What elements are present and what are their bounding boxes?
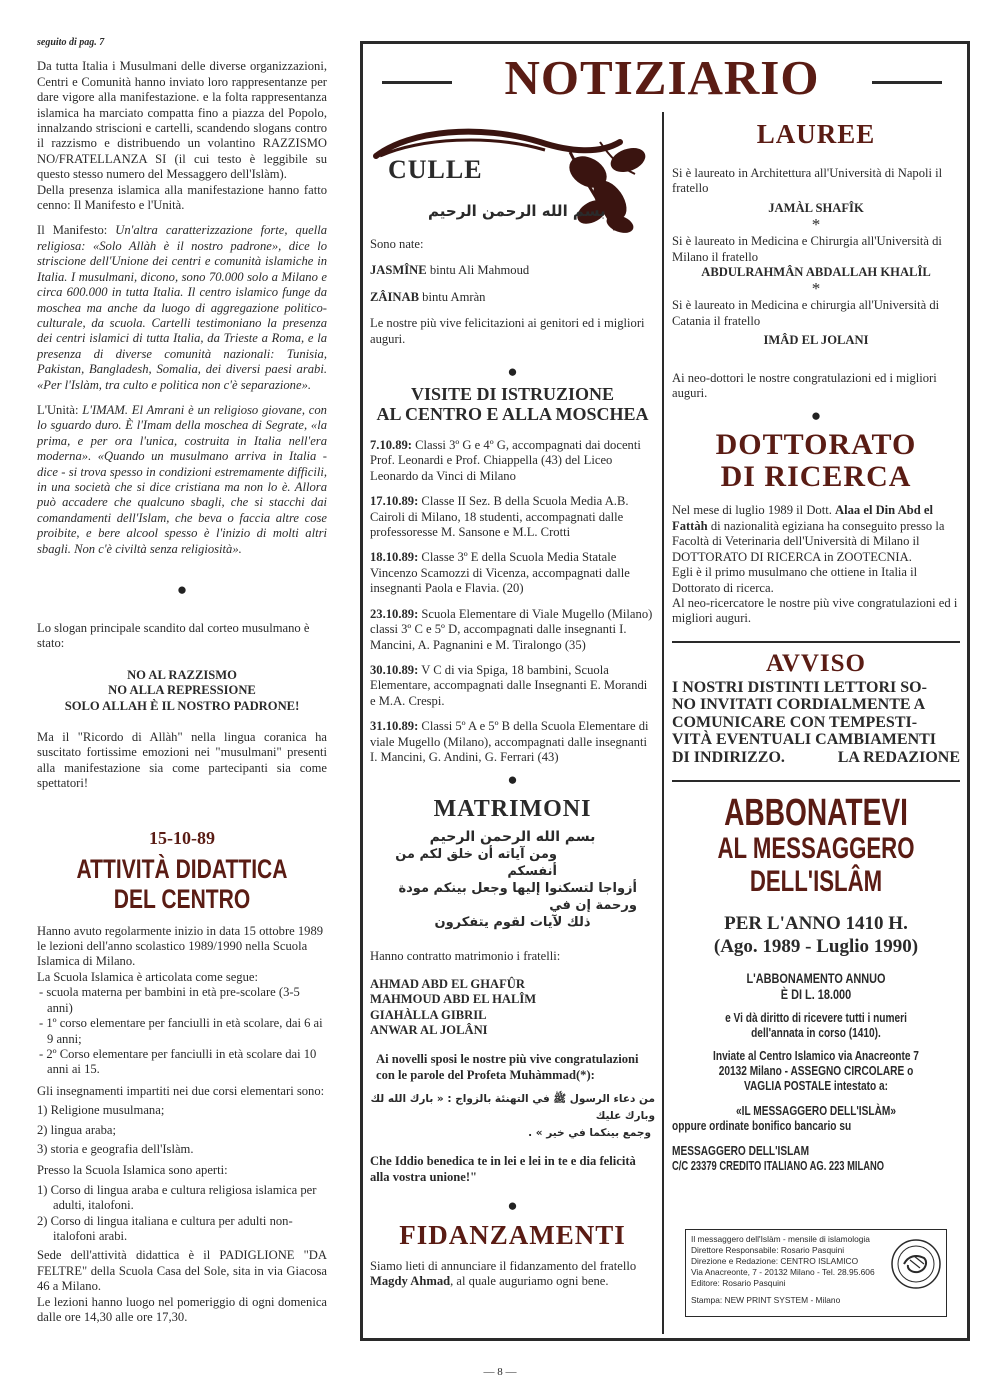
fidanzamenti-title: FIDANZAMENTI: [399, 1220, 626, 1250]
visita-text: Scuola Elementare di Viale Mugello (Milano) classi 3º C e 5º D, accompagnati dalle insegnanti I. Mancini, A. Pagnanini e M. Tiralongo (35): [370, 606, 653, 652]
birth-parent: bintu Ali Mahmoud: [426, 263, 530, 278]
invio-line: [672, 1063, 960, 1078]
culle-intro: Sono nate:: [370, 237, 424, 251]
conto-text: MESSAGGERO DELL'ISLAM: [672, 1143, 810, 1159]
aperti-intro: Presso la Scuola Islamica sono aperti:: [37, 1163, 228, 1178]
bullet-divider: ●: [810, 406, 822, 426]
press-note: Della presenza islamica alla manifestazione hanno fatto cenno: Il Manifesto e l'Unità.: [37, 182, 327, 213]
manifesto-text: Un'altra caratterizzazione forte, quella religiosa: «Solo Allàh è il nostro padrone», dice lo striscione dell'Unione dei centri e comunità islamiche in Italia. I musulmani, dicono, sono 70.000 solo a Milano e circa 600.000 in tutta Italia. Il centro islamico funge da moschea ma anche da luogo di aggregazione politico-culturale, da scuola. Cartelli testimoniano la presenza dei centri islamici di tutta Italia, da Trieste a Roma, e la presenza di diverse comunità nazionali: Tunisia, Pakistan, Bangladesh, Somalia, dei diversi paesi arabi. «Per l'Islàm, tra culto e politica non c'è separazione».: [37, 223, 327, 392]
corso-item: - scuola materna per bambini in età pre-scolare (3-5 anni): [39, 985, 300, 1015]
abbonatevi-line: AL MESSAGGERO: [717, 832, 915, 866]
laurea-name: JAMÀL SHAFÎK: [768, 200, 864, 215]
islamic-center-seal-icon: [890, 1238, 942, 1290]
visita-entry: [370, 494, 655, 540]
visita-text: V C di via Spiga, 18 bambini, Scuola Elementare, accompagnati dalle Insegnanti E. Morandi e M.A. Crespi.: [370, 662, 648, 708]
intestazione-text: «IL MESSAGGERO DELL'ISLÀM»: [736, 1103, 896, 1119]
matrimoni-intro: Hanno contratto matrimonio i fratelli:: [370, 949, 561, 964]
avviso-last-left: DI INDIRIZZO.: [672, 748, 785, 766]
laurea-text: Si è laureato in Medicina e chirurgia all'Università di Catania il fratello: [672, 298, 940, 328]
left-column: [37, 35, 327, 1325]
hadith-arabic: وجمع بينكما في خير » .: [528, 1127, 651, 1140]
dottorato-text: [672, 503, 960, 565]
fidanzamenti-text-b: , al quale auguriamo ogni bene.: [450, 1274, 609, 1289]
attivita-title: [37, 854, 327, 914]
fidanzamenti-text-a: Siamo lieti di annunciare il fidanzamento del fratello: [370, 1259, 637, 1273]
avviso-line: COMUNICARE CON TEMPESTI-: [672, 713, 918, 731]
orario-paragraph: Le lezioni hanno luogo nel pomeriggio di ogni domenica dalle ore 14,30 alle ore 17,30.: [37, 1294, 327, 1324]
attivita-intro: Hanno avuto regolarmente inizio in data 15 ottobre 1989 le lezioni dell'anno scolastico 1989/1990 nella Scuola Islamica di Milano.: [37, 923, 324, 969]
culle-title: CULLE: [388, 155, 483, 184]
notiziario-masthead: [362, 48, 962, 108]
separator-star: *: [811, 279, 821, 299]
dottorato-text-b: di nazionalità egiziana ha conseguito presso la Facoltà di Veterinaria dell'Università di Milano il DOTTORATO DI RICERCA in ZOOTECNIA.: [672, 518, 945, 564]
hadith-arabic: من دعاء الرسول ﷺ في التهنئة بالزواج : « بارك الله لك وبارك عليك: [370, 1093, 655, 1123]
dottorato-title: DOTTORATO: [715, 428, 917, 462]
insegnamento-item: 1) Religione musulmana;: [37, 1103, 165, 1118]
continued-from: seguito di pag. 7: [37, 37, 105, 48]
visite-title: VISITE DI ISTRUZIONE: [410, 384, 615, 405]
masthead-rule-left: [382, 81, 452, 84]
invio-text: 20132 Milano - ASSEGNO CIRCOLARE o: [718, 1063, 914, 1079]
visita-text: Classe II Sez. B della Scuola Media A.B. Cairoli di Milano, 18 studenti, accompagnati dalle professoresse M. Sansone e M.L. Crotti: [370, 494, 629, 540]
colophon-line: Direzione e Redazione: CENTRO ISLAMICO: [691, 1256, 859, 1266]
slogan-line: NO AL RAZZISMO: [127, 667, 237, 682]
visita-text: Classe 3º E della Scuola Media Statale Vincenzo Scamozzi di Vicenza, accompagnati dalle insegnanti Paola e Flavia. (20): [370, 550, 630, 596]
visita-date: 7.10.89:: [370, 438, 412, 453]
visita-date: 30.10.89:: [370, 662, 419, 677]
anno-line: PER L'ANNO 1410 H.: [724, 913, 908, 935]
diritto-text: e Vi dà diritto di ricevere tutti i numeri: [725, 1010, 907, 1026]
avviso-line: VITÀ EVENTUALI CAMBIAMENTI: [672, 731, 937, 749]
slogan-line: NO ALLA REPRESSIONE: [108, 683, 256, 698]
visita-entry: [370, 550, 655, 596]
invio-line: [672, 1078, 960, 1093]
quota-line: [672, 970, 960, 986]
attivita-title-line: DEL CENTRO: [113, 883, 251, 914]
fidanzamenti-name: Magdy Ahmad: [370, 1274, 451, 1289]
invio-line: [672, 1048, 960, 1063]
birth-name: ZÂINAB: [370, 289, 419, 304]
avviso-last-line: [672, 749, 960, 767]
laurea-text: Si è laureato in Medicina e Chirurgia all'Università di Milano il fratello: [672, 234, 942, 264]
bullet-divider: ●: [507, 1196, 518, 1215]
bonifico-text: oppure ordinate bonifico bancario su: [672, 1118, 852, 1134]
avviso-line: NO INVITATI CORDIALMENTE A: [672, 696, 926, 714]
bonifico-line: [672, 1118, 960, 1133]
dottorato-name: Alaa el Din Abd el Fattàh: [672, 503, 933, 533]
birth-entry: [370, 263, 655, 278]
aperti-item: 1) Corso di lingua araba e cultura religiosa islamica per adulti, italofoni.: [37, 1182, 317, 1213]
spouse-name: GIAHÀLLA GIBRIL: [370, 1007, 487, 1022]
visita-date: 18.10.89:: [370, 550, 419, 565]
verse-line: أزواجا لتسكنوا إليها وجعل بينكم مودة ورحمة إن في: [398, 881, 637, 914]
diritto-line: [672, 1025, 960, 1040]
invio-text: VAGLIA POSTALE intestato a:: [743, 1078, 889, 1094]
verse-line: بسم الله الرحمن الرحيم: [429, 829, 596, 846]
visita-date: 17.10.89:: [370, 494, 419, 509]
diritto-text: dell'annata in corso (1410).: [751, 1025, 881, 1041]
abbonatevi-sub: [672, 832, 960, 898]
laurea-name: ABDULRAHMÂN ABDALLAH KHALÎL: [701, 265, 931, 280]
lauree-title: LAUREE: [756, 119, 876, 149]
birth-entry: [370, 290, 655, 305]
dottorato-text-a: Nel mese di luglio 1989 il Dott.: [672, 503, 836, 518]
slogan-line: SOLO ALLAH È IL NOSTRO PADRONE!: [64, 698, 300, 713]
avviso-line: I NOSTRI DISTINTI LETTORI SO-: [672, 678, 927, 696]
insegnamento-item: 3) storia e geografia dell'Islàm.: [37, 1141, 194, 1156]
matrimoni-verse: [388, 829, 637, 931]
abbonatevi-line: DELL'ISLÂM: [749, 865, 883, 899]
middle-column: [370, 112, 655, 1290]
manifesto-quote: [37, 223, 327, 392]
lauree-wish: Ai neo-dottori le nostre congratulazioni ed i migliori auguri.: [672, 370, 937, 401]
dottorato-first: Egli è il primo musulmano che ottiene in Italia il Dottorato di ricerca.: [672, 565, 918, 595]
verse-line: ذلك لآيات لقوم يتفكرون: [434, 915, 591, 931]
invio-text: Inviate al Centro Islamico via Anacreonte 7: [713, 1048, 919, 1064]
verse-line: ومن آياته أن خلق لكم من أنفسكم: [395, 847, 557, 880]
unita-label: L'Unità:: [37, 402, 79, 417]
laurea-name: IMÂD EL JOLANI: [763, 333, 869, 348]
colophon-line: Stampa: NEW PRINT SYSTEM - Milano: [691, 1295, 841, 1305]
masthead-rule-right: [872, 81, 942, 84]
notiziario-title: NOTIZIARIO: [504, 50, 820, 105]
section-rule: [672, 641, 960, 643]
visita-entry: [370, 663, 655, 709]
visita-date: 31.10.89:: [370, 719, 419, 734]
abbonatevi-heading: [672, 792, 960, 835]
unita-text: L'IMAM. El Amrani è un religioso giovane, con lo sguardo duro. È l'Imam della moschea di Segrate, «la prima, e per ora l'unica, costruita in Italia nell'era moderna». «Quando un musulmano arriva in Italia - dice - si trova spesso in condizioni estremamente difficili, in una società che si dice cristiana ma non lo è. Allora può accadere che qualcuno sbagli, che si stacchi dai comandamenti dell'Islam, che beva o faccia altre cose proibite, e bere alcool spesso è l'inizio di molti altri sbagli. Non c'è civiltà senza religiosità».: [37, 402, 327, 556]
spouse-name: ANWAR AL JOLÂNI: [370, 1022, 488, 1037]
colophon-box: [685, 1229, 947, 1317]
bullet-divider: ●: [507, 362, 518, 382]
intro-paragraph: Da tutta Italia i Musulmani delle diverse organizzazioni, Centri e Comunità hanno inviato loro rappresentanze per dare vigore alla manifestazione. e la folta rappresentanza islamica ha marciato compatta fino a piazza del Popolo, innalzando striscioni e cartelli, scandendo slogans contro il razzismo e distribuendo un volantino RAZZISMO NO/FRATELLANZA SI (il cui testo è leggibile su questo stesso numero del Messaggero dell'Islàm).: [37, 59, 327, 182]
quota-text: È DI L. 18.000: [780, 986, 852, 1003]
sede-paragraph: Sede dell'attività didattica è il PADIGLIONE "DA FELTRE" della Scuola Casa del Sole, sita in via Giacosa 46 a Milano.: [37, 1248, 327, 1294]
column-divider: [662, 112, 664, 1334]
manifesto-label: Il Manifesto:: [37, 223, 108, 238]
intestazione-line: [672, 1103, 960, 1118]
colophon-line: Direttore Responsabile: Rosario Pasquini: [691, 1245, 845, 1255]
visite-title: AL CENTRO E ALLA MOSCHEA: [376, 404, 649, 425]
colophon-line: Editore: Rosario Pasquini: [691, 1278, 786, 1288]
separator-star: *: [811, 215, 821, 235]
spouse-name: AHMAD ABD EL GHAFÛR: [370, 976, 525, 991]
avviso-signature: LA REDAZIONE: [837, 748, 960, 766]
visita-entry: [370, 607, 655, 653]
matrimoni-wish: Ai novelli sposi le nostre più vive congratulazioni con le parole del Profeta Muhàmmad(*):: [376, 1052, 639, 1082]
dottorato-title: DI RICERCA: [720, 460, 912, 494]
slogan-intro: Lo slogan principale scandito dal corteo musulmano è stato:: [37, 621, 310, 651]
corso-item: - 1º corso elementare per fanciulli in età scolare, dai 6 ai 9 anni;: [39, 1016, 323, 1046]
birth-name: JASMÎNE: [370, 263, 427, 278]
culle-header: [370, 112, 655, 237]
attivita-title-line: ATTIVITÀ DIDATTICA: [76, 853, 288, 884]
conto-line: [672, 1158, 960, 1173]
matrimoni-blessing: Che Iddio benedica te in lei e lei in te e dia felicità alla vostra unione!": [370, 1154, 636, 1184]
bullet-divider: ●: [507, 770, 518, 790]
insegnamenti-intro: Gli insegnamenti impartiti nei due corsi elementari sono:: [37, 1083, 325, 1098]
fidanzamenti-text: [370, 1259, 655, 1290]
visita-text: Classi 3º G e 4º G, accompagnati dai docenti Prof. Leonardi e Prof. Chiappella (43) del Liceo Leonardo da Vinci di Milano: [370, 438, 641, 483]
abbonatevi-line: ABBONATEVI: [724, 792, 908, 835]
conto-line: [672, 1143, 960, 1158]
page-number: — 8 —: [483, 1366, 517, 1378]
avviso-title: AVVISO: [765, 649, 867, 677]
visita-entry: [370, 438, 655, 484]
dottorato-wish: Al neo-ricercatore le nostre più vive congratulazioni ed i migliori auguri.: [672, 595, 958, 626]
basmala: بسم الله الرحمن الرحيم: [428, 202, 606, 220]
bullet-divider: ●: [176, 580, 188, 599]
insegnamento-item: 2) lingua araba;: [37, 1122, 117, 1137]
avviso-body: [672, 679, 960, 767]
visita-entry: [370, 719, 655, 765]
section-date: 15-10-89: [149, 827, 215, 848]
colophon-line: Via Anacreonte, 7 - 20132 Milano - Tel. 28.95.606: [691, 1267, 875, 1277]
quota-line: [672, 986, 960, 1002]
matrimoni-title: MATRIMONI: [433, 796, 592, 823]
laurea-text: Si è laureato in Architettura all'Università di Napoli il fratello: [672, 166, 943, 196]
corso-item: - 2º Corso elementare per fanciulli in età scolare dai 10 anni ai 15.: [39, 1046, 317, 1077]
spouse-name: MAHMOUD ABD EL HALÎM: [370, 992, 537, 1007]
anno-line: (Ago. 1989 - Luglio 1990): [713, 936, 919, 958]
ricordo-paragraph: Ma il "Ricordo di Allàh" nella lingua coranica ha suscitato fortissime emozioni nei "musulmani" presenti alla manifestazione sia come partecipanti sia come spettatori!: [37, 730, 327, 791]
unita-quote: [37, 403, 327, 557]
conto-text: C/C 23379 CREDITO ITALIANO AG. 223 MILANO: [672, 1158, 885, 1174]
aperti-item: 2) Corso di lingua italiana e cultura per adulti non-italofoni arabi.: [37, 1213, 293, 1243]
culle-wish: Le nostre più vive felicitazioni ai genitori ed i migliori auguri.: [370, 316, 645, 346]
visita-text: Classi 5º A e 5º B della Scuola Elementare di viale Mugello (Milano), accompagnati dalle insegnanti I. Mancini, G. Andini, G. Ferrari (43): [370, 719, 649, 764]
attivita-articolata: La Scuola Islamica è articolata come segue:: [37, 969, 258, 984]
visita-date: 23.10.89:: [370, 606, 419, 621]
quota-text: L'ABBONAMENTO ANNUO: [746, 970, 886, 987]
right-column: [672, 112, 960, 1173]
birth-parent: bintu Amràn: [419, 289, 486, 304]
colophon-line: Il messaggero dell'Islàm - mensile di islamologia: [691, 1234, 870, 1244]
diritto-line: [672, 1010, 960, 1025]
